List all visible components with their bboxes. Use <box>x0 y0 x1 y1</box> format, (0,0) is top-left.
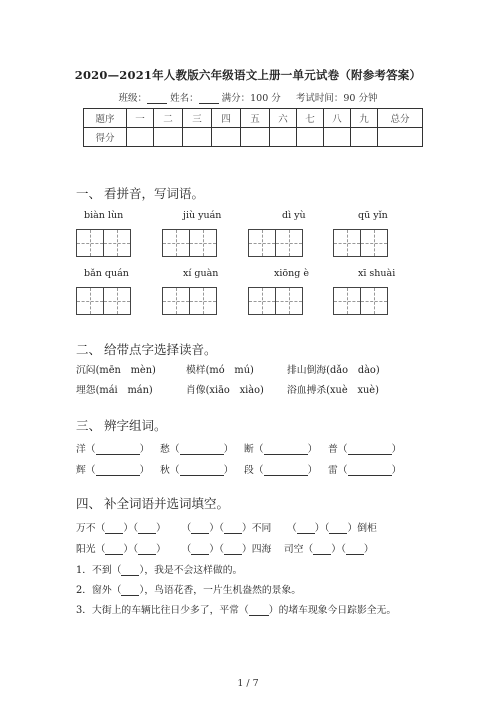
writing-box[interactable] <box>248 229 276 257</box>
score-cell[interactable] <box>270 128 297 147</box>
writing-box[interactable] <box>162 287 190 315</box>
score-row-label: 得分 <box>84 128 127 147</box>
answer-blank[interactable] <box>348 454 392 455</box>
section-1-title: 看拼音，写词语。 <box>104 186 205 201</box>
answer-blank[interactable] <box>105 533 123 534</box>
answer-blank[interactable] <box>96 454 140 455</box>
writing-box[interactable] <box>360 287 388 315</box>
score-cell[interactable] <box>154 128 183 147</box>
pronunciation-item: 浴血搏杀(xuè xuè) <box>287 385 379 396</box>
word-group-item: 普（ ） <box>328 444 402 455</box>
writing-box[interactable] <box>189 229 217 257</box>
pronunciation-item: 模样(mó mú) <box>186 365 254 376</box>
section-4-number: 四、 <box>76 496 102 511</box>
page-number: 1 / 7 <box>237 678 259 689</box>
score-cell[interactable] <box>324 128 351 147</box>
answer-blank[interactable] <box>348 475 392 476</box>
answer-blank[interactable] <box>224 533 242 534</box>
writing-box[interactable] <box>162 229 190 257</box>
answer-blank[interactable] <box>96 475 140 476</box>
writing-box[interactable] <box>103 229 131 257</box>
score-cell[interactable] <box>351 128 378 147</box>
answer-blank[interactable] <box>224 554 242 555</box>
writing-box[interactable] <box>76 287 104 315</box>
fill-question-1: 1．不到（ ），我是不会这样做的。 <box>76 565 243 576</box>
pinyin-8: xī shuài <box>358 268 396 279</box>
answer-blank[interactable] <box>329 533 347 534</box>
pronunciation-item: 沉闷(mēn mèn) <box>76 365 156 376</box>
exam-info-line <box>0 90 496 104</box>
answer-blank[interactable] <box>121 595 139 596</box>
name-blank[interactable] <box>199 103 219 104</box>
score-cell[interactable] <box>183 128 212 147</box>
word-group-item: 愁（ ） <box>160 444 234 455</box>
header-cell: 四 <box>212 109 241 128</box>
score-cell[interactable] <box>127 128 154 147</box>
fill-question-2: 2．窗外（ ），鸟语花香，一片生机盎然的景象。 <box>76 585 302 596</box>
score-cell[interactable] <box>241 128 270 147</box>
class-label: 班级： <box>118 93 148 104</box>
pinyin-5: bǎn quán <box>84 268 129 279</box>
answer-blank[interactable] <box>121 575 139 576</box>
writing-box[interactable] <box>248 287 276 315</box>
writing-box[interactable] <box>275 229 303 257</box>
writing-box[interactable] <box>333 287 361 315</box>
score-table-row <box>84 128 423 147</box>
word-group-item: 秋（ ） <box>160 465 234 476</box>
pronunciation-item: 排山倒海(dǎo dào) <box>287 365 380 376</box>
answer-blank[interactable] <box>138 554 156 555</box>
idiom-fill-line-1: 万不（ ）（ ） （ ）（ ）不同 （ ）（ ）倒柜 <box>76 523 377 534</box>
score-cell[interactable] <box>297 128 324 147</box>
answer-blank[interactable] <box>138 533 156 534</box>
section-1-heading <box>76 184 204 202</box>
pronunciation-item: 肖像(xiāo xiào) <box>186 385 264 396</box>
answer-blank[interactable] <box>105 554 123 555</box>
score-cell[interactable] <box>378 128 423 147</box>
idiom-fill-line-2: 阳光（ ）（ ） （ ）（ ）四海 司空（ ）（ ） <box>76 544 374 555</box>
answer-blank[interactable] <box>191 554 209 555</box>
writing-box[interactable] <box>333 229 361 257</box>
score-table-header <box>84 109 423 128</box>
section-3-number: 三、 <box>76 418 102 433</box>
answer-blank[interactable] <box>191 533 209 534</box>
word-group-item: 辉（ ） <box>76 465 150 476</box>
pinyin-2: jiù yuán <box>183 210 222 221</box>
word-group-item: 洋（ ） <box>76 444 150 455</box>
writing-box[interactable] <box>189 287 217 315</box>
pronunciation-item: 埋怨(mái mán) <box>76 385 153 396</box>
section-4-title: 补全词语并选词填空。 <box>104 496 230 511</box>
pinyin-4: qū yǐn <box>358 210 388 221</box>
answer-blank[interactable] <box>297 533 315 534</box>
section-2-heading <box>76 340 217 358</box>
answer-blank[interactable] <box>346 554 364 555</box>
section-4-heading <box>76 494 229 512</box>
pinyin-1: biàn lùn <box>84 210 124 221</box>
answer-blank[interactable] <box>180 454 224 455</box>
exam-time: 考试时间：90 分钟 <box>295 93 378 104</box>
section-3-title: 辨字组词。 <box>104 418 167 433</box>
header-cell: 题序 <box>84 109 127 128</box>
section-3-heading <box>76 416 167 434</box>
name-label: 姓名： <box>170 93 199 104</box>
answer-blank[interactable] <box>264 454 308 455</box>
header-cell: 七 <box>297 109 324 128</box>
answer-blank[interactable] <box>313 554 331 555</box>
word-group-item: 雷（ ） <box>328 465 402 476</box>
section-1-number: 一、 <box>76 186 102 201</box>
pinyin-3: dì yù <box>282 210 306 221</box>
header-cell: 八 <box>324 109 351 128</box>
fill-question-3: 3．大街上的车辆比往日少多了，平常（ ）的堵车现象今日踪影全无。 <box>76 605 397 616</box>
header-cell: 九 <box>351 109 378 128</box>
section-2-number: 二、 <box>76 342 102 357</box>
answer-blank[interactable] <box>180 475 224 476</box>
header-cell: 五 <box>241 109 270 128</box>
writing-box[interactable] <box>76 229 104 257</box>
header-cell: 二 <box>154 109 183 128</box>
answer-blank[interactable] <box>264 475 308 476</box>
pinyin-6: xí guàn <box>183 268 219 279</box>
score-cell[interactable] <box>212 128 241 147</box>
answer-blank[interactable] <box>249 615 269 616</box>
class-blank[interactable] <box>147 103 167 104</box>
section-2-title: 给带点字选择读音。 <box>104 342 217 357</box>
header-cell: 六 <box>270 109 297 128</box>
header-cell: 总分 <box>378 109 423 128</box>
full-score: 满分：100 分 <box>221 93 281 104</box>
pinyin-7: xiōng è <box>274 268 309 279</box>
writing-box[interactable] <box>360 229 388 257</box>
header-cell: 三 <box>183 109 212 128</box>
header-cell: 一 <box>127 109 154 128</box>
word-group-item: 段（ ） <box>244 465 318 476</box>
exam-title: 2020—2021年人教版六年级语文上册一单元试卷（附参考答案） <box>74 68 422 82</box>
word-group-item: 断（ ） <box>244 444 318 455</box>
writing-box[interactable] <box>275 287 303 315</box>
score-table <box>83 108 423 147</box>
writing-box[interactable] <box>103 287 131 315</box>
